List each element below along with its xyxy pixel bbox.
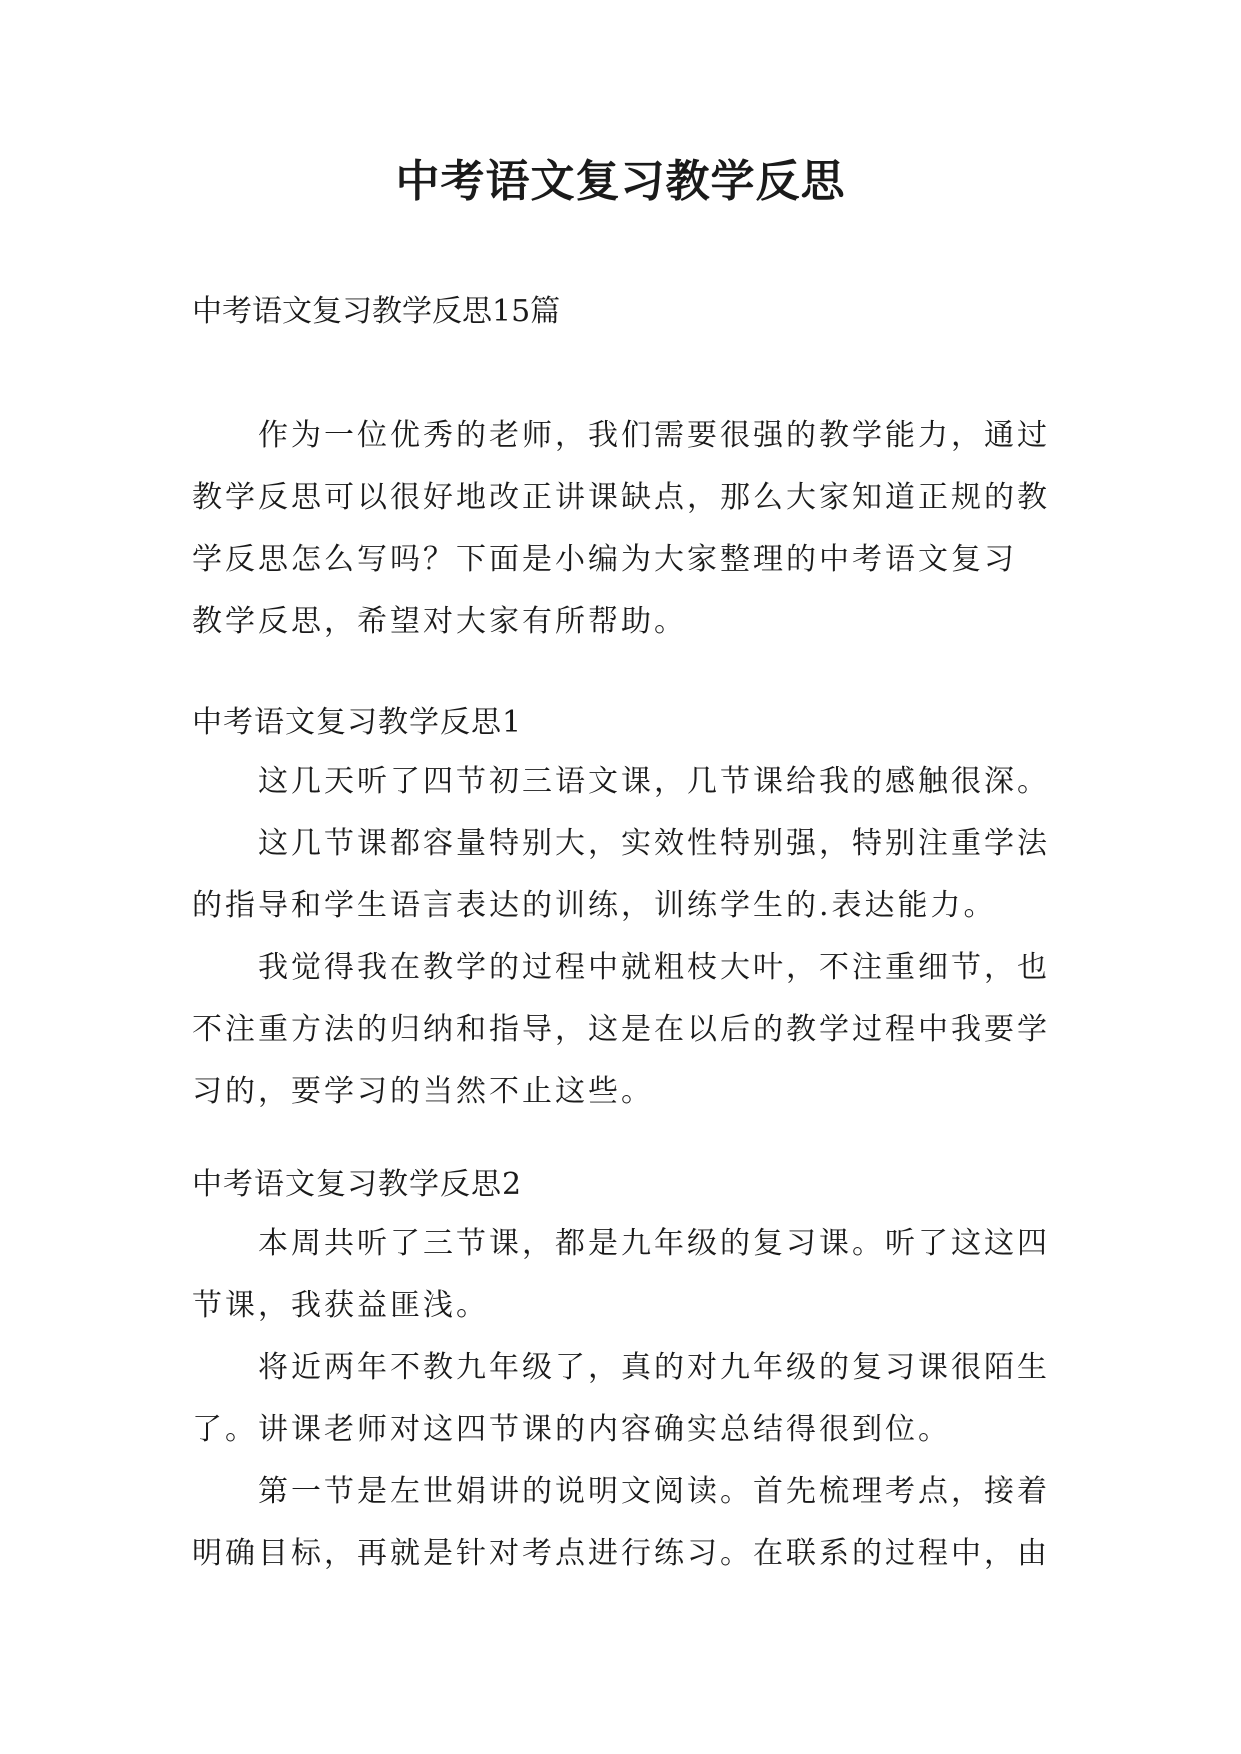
body-line: 节课，我获益匪浅。 [192,1288,489,1323]
section-2-body [192,1213,1092,1585]
section-2-heading: 中考语文复习教学反思2 [192,1167,523,1202]
body-line: 习的，要学习的当然不止这些。 [192,1074,654,1109]
intro-line: 作为一位优秀的老师，我们需要很强的教学能力，通过 [258,418,1050,453]
page-title: 中考语文复习教学反思 [395,156,846,207]
intro-line: 教学反思可以很好地改正讲课缺点，那么大家知道正规的教 [192,480,1050,515]
intro-paragraph [192,405,1052,653]
body-line: 不注重方法的归纳和指导，这是在以后的教学过程中我要学 [192,1012,1050,1047]
body-line: 将近两年不教九年级了，真的对九年级的复习课很陌生 [258,1350,1050,1385]
section-1-body [192,751,1092,1123]
intro-line: 学反思怎么写吗？下面是小编为大家整理的中考语文复习 [192,542,1017,577]
body-line: 了。讲课老师对这四节课的内容确实总结得很到位。 [192,1412,951,1447]
body-line: 这几节课都容量特别大，实效性特别强，特别注重学法 [258,826,1050,861]
body-line: 第一节是左世娟讲的说明文阅读。首先梳理考点，接着 [258,1474,1050,1509]
body-line: 这几天听了四节初三语文课，几节课给我的感触很深。 [258,764,1050,799]
intro-line: 教学反思，希望对大家有所帮助。 [192,604,687,639]
section-1-heading: 中考语文复习教学反思1 [192,705,523,740]
body-line: 明确目标，再就是针对考点进行练习。在联系的过程中，由 [192,1536,1050,1571]
document-subtitle: 中考语文复习教学反思15篇 [192,294,561,329]
body-line: 我觉得我在教学的过程中就粗枝大叶，不注重细节，也 [258,950,1050,985]
body-line: 本周共听了三节课，都是九年级的复习课。听了这这四 [258,1226,1050,1261]
body-line: 的指导和学生语言表达的训练，训练学生的.表达能力。 [192,888,997,923]
